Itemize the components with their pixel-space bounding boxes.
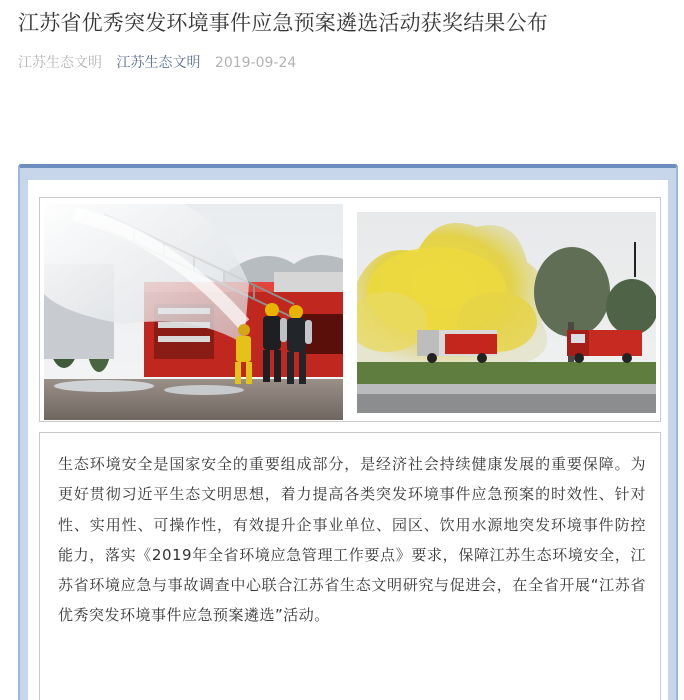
account-link[interactable]: 江苏生态文明 [116, 55, 201, 71]
publish-date: 2019-09-24 [214, 55, 297, 71]
content-frame [18, 164, 678, 700]
yellow-smoke-drill-photo[interactable] [357, 212, 656, 413]
intro-text-panel [39, 432, 661, 700]
firefighter-drill-photo[interactable] [44, 204, 343, 420]
article-author: 江苏生态文明 [18, 55, 102, 71]
article-meta [18, 53, 306, 73]
firefighter-drill-illustration [44, 204, 343, 420]
intro-paragraph: 生态环境安全是国家安全的重要组成部分，是经济社会持续健康发展的重要保障。为更好贯彻习近平生态文明思想，着力提高各类突发环境事件应急预案的时效性、针对性、实用性、可操作性，有效提升企事业单位、园区、饮用水源地突发环境事件防控能力，落实《2019年全省环境应急管理工作要点》要求，保障江苏生态环境安全，江苏省环境应急与事故调查中心联合江苏省生态文明研究与促进会，在全省开展“江苏省优秀突发环境事件应急预案遴选”活动。 [58, 455, 646, 625]
content-frame-inner [28, 180, 668, 700]
photo-panel [39, 197, 661, 422]
yellow-smoke-drill-illustration [357, 212, 656, 413]
article-title: 江苏省优秀突发环境事件应急预案遴选活动获奖结果公布 [18, 11, 548, 35]
